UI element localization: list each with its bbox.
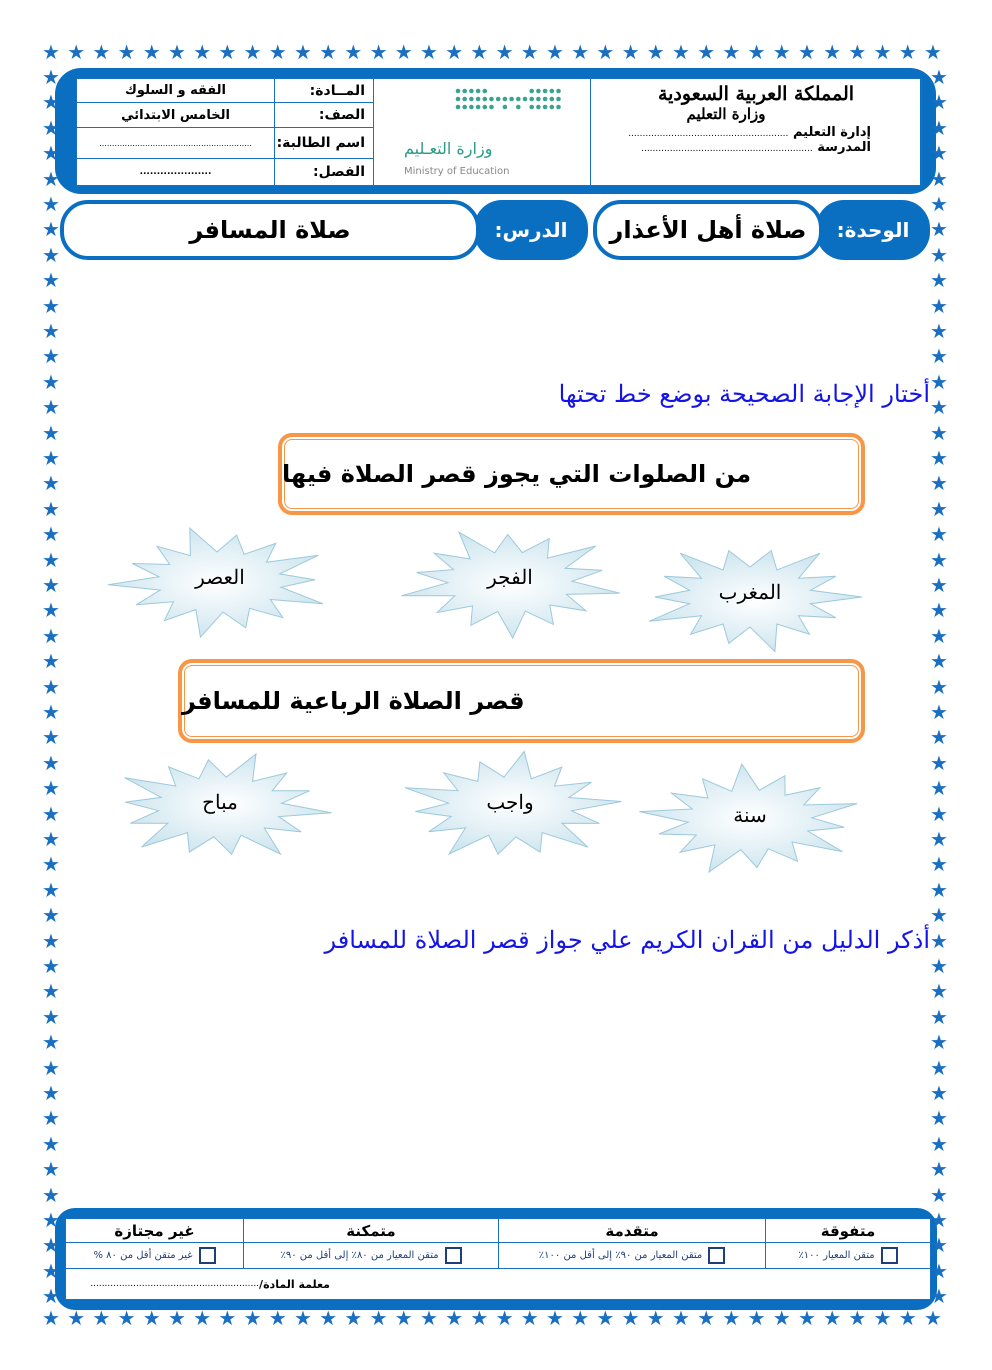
star-icon: ★ [930,776,948,801]
kingdom-calligraphy: المملكة العربية السعودية [657,83,855,105]
star-icon: ★ [571,40,590,64]
star-icon: ★ [294,1306,312,1330]
logo-english-text: Ministry of Education [404,166,510,177]
star-icon: ★ [697,1306,716,1330]
rubric-level-title: متمكنة [243,1218,499,1243]
rubric-desc: متقن المعيار من ٩٠٪ إلى أقل من ١٠٠٪ [538,1250,703,1261]
rubric-level-title: متقدمة [498,1218,766,1243]
rubric-desc: متقن المعيار من ٨٠٪ إلى أقل من ٩٠٪ [280,1250,439,1261]
star-icon: ★ [930,293,948,318]
star-icon: ★ [117,40,136,64]
star-icon: ★ [930,268,948,293]
star-icon: ★ [930,852,948,877]
logo-arabic-text: وزارة التعـليم [404,139,493,158]
header-table [75,77,921,186]
instruction-evidence: أذكر الدليل من القران الكريم علي جواز قصر الصلاة للمسافر [324,926,930,954]
star-icon: ★ [42,446,60,470]
star-icon: ★ [42,700,60,724]
star-icon: ★ [42,598,60,623]
star-icon: ★ [42,1208,60,1232]
subject-value: الفقه و السلوك [76,78,275,103]
rubric-desc: متقن المعيار ١٠٠٪ [798,1250,875,1261]
instruction-choose: أختار الإجابة الصحيحة بوضع خط تحتها [558,380,930,408]
star-icon: ★ [193,40,212,64]
star-icon: ★ [42,115,60,140]
star-icon: ★ [319,1306,338,1330]
star-icon: ★ [747,1306,766,1330]
star-icon: ★ [42,319,60,343]
star-icon: ★ [218,1306,237,1330]
star-icon: ★ [930,928,948,953]
education-admin-field[interactable]: ........................................................ [628,129,789,139]
star-icon: ★ [420,40,438,64]
rubric-level-title: متفوقة [765,1218,931,1243]
star-icon: ★ [930,1208,948,1232]
star-icon: ★ [930,446,948,470]
star-icon: ★ [470,40,489,64]
star-icon: ★ [930,979,948,1004]
star-icon: ★ [92,40,111,64]
star-icon: ★ [930,1030,948,1055]
star-icon: ★ [42,496,60,521]
star-icon: ★ [42,623,60,648]
question-1: من الصلوات التي يجوز قصر الصلاة فيها [278,433,865,515]
checkbox[interactable] [445,1247,462,1264]
star-icon: ★ [930,827,948,851]
star-icon: ★ [520,40,539,64]
star-icon: ★ [42,90,60,115]
star-icon: ★ [798,40,816,64]
star-icon: ★ [42,979,60,1004]
student-name-label: اسم الطالبة: [274,127,374,159]
star-icon: ★ [495,1306,514,1330]
star-icon: ★ [394,1306,413,1330]
star-icon: ★ [42,852,60,877]
star-icon: ★ [924,1306,942,1330]
star-icon: ★ [930,725,948,750]
star-icon: ★ [344,1306,363,1330]
star-icon: ★ [930,217,948,242]
star-icon: ★ [672,40,690,64]
star-icon: ★ [924,40,942,64]
star-icon: ★ [243,1306,262,1330]
option-label: المغرب [718,580,782,604]
star-icon: ★ [930,750,948,775]
star-icon: ★ [42,293,60,318]
option-2-2[interactable] [395,750,625,865]
star-icon: ★ [930,395,948,420]
star-icon: ★ [42,1131,60,1156]
rubric-option[interactable] [65,1242,244,1269]
star-icon: ★ [571,1306,590,1330]
star-icon: ★ [42,877,60,902]
star-icon: ★ [848,1306,867,1330]
option-label: مباح [202,790,238,814]
star-icon: ★ [930,166,948,191]
star-icon: ★ [930,522,948,547]
education-admin-label: إدارة التعليم [792,125,871,140]
ministry-block [590,78,922,186]
question-2: قصر الصلاة الرباعية للمسافر [178,659,865,743]
star-icon: ★ [930,1055,948,1080]
star-icon: ★ [42,1030,60,1055]
star-icon: ★ [168,1306,186,1330]
star-icon: ★ [930,877,948,902]
star-icon: ★ [930,90,948,115]
star-icon: ★ [42,522,60,547]
star-icon: ★ [42,573,60,597]
star-icon: ★ [520,1306,539,1330]
star-icon: ★ [42,471,60,496]
star-icon: ★ [930,1284,948,1309]
star-icon: ★ [930,573,948,597]
star-icon: ★ [168,40,186,64]
star-icon: ★ [470,1306,489,1330]
star-icon: ★ [42,1233,60,1258]
rubric-option[interactable] [498,1242,766,1269]
checkbox[interactable] [881,1247,898,1264]
star-icon: ★ [42,954,60,978]
star-icon: ★ [646,40,665,64]
star-icon: ★ [930,319,948,343]
star-icon: ★ [369,40,388,64]
star-icon: ★ [930,674,948,699]
rubric-option[interactable] [765,1242,931,1269]
star-icon: ★ [930,649,948,674]
star-icon: ★ [445,1306,464,1330]
rubric-desc: غير متقن أقل من ٨٠ % [93,1250,193,1261]
star-icon: ★ [848,40,867,64]
star-icon: ★ [646,1306,665,1330]
star-icon: ★ [930,623,948,648]
star-icon: ★ [42,674,60,699]
star-icon: ★ [42,166,60,191]
star-icon: ★ [772,1306,791,1330]
star-icon: ★ [930,1157,948,1182]
ministry-calligraphy: وزارة التعليم [686,105,766,123]
star-icon: ★ [42,1157,60,1182]
star-icon: ★ [930,192,948,216]
star-icon: ★ [42,268,60,293]
lesson-title: صلاة المسافر [60,200,480,260]
star-icon: ★ [930,954,948,978]
star-icon: ★ [930,700,948,724]
star-icon: ★ [42,40,60,64]
star-icon: ★ [42,242,60,267]
star-icon: ★ [930,1233,948,1258]
star-icon: ★ [42,928,60,953]
option-label: الفجر [487,565,533,589]
star-icon: ★ [42,1106,60,1131]
star-icon: ★ [930,369,948,394]
star-icon: ★ [42,1055,60,1080]
school-label: المدرسة [817,140,871,155]
star-icon: ★ [930,471,948,496]
teacher-label: معلمة المادة/ [259,1277,330,1291]
option-2-3[interactable] [105,750,335,865]
star-icon: ★ [930,547,948,572]
star-icon: ★ [495,40,514,64]
star-icon: ★ [42,776,60,801]
unit-title: صلاة أهل الأعذار [593,200,823,260]
star-icon: ★ [930,115,948,140]
lesson-label: الدرس: [474,200,588,260]
star-icon: ★ [319,40,338,64]
star-icon: ★ [697,40,716,64]
option-label: العصر [195,565,245,589]
star-icon: ★ [930,1106,948,1131]
star-icon: ★ [42,65,60,89]
star-icon: ★ [218,40,237,64]
star-icon: ★ [672,1306,690,1330]
star-icon: ★ [596,40,615,64]
star-icon: ★ [67,40,86,64]
star-icon: ★ [930,344,948,369]
logo-dots-icon [454,85,564,127]
star-icon: ★ [67,1306,86,1330]
star-icon: ★ [42,801,60,826]
star-icon: ★ [546,40,564,64]
star-icon: ★ [798,1306,816,1330]
rubric-option[interactable] [243,1242,499,1269]
option-1-3[interactable] [105,525,335,640]
star-icon: ★ [294,40,312,64]
star-icon: ★ [420,1306,438,1330]
star-icon: ★ [42,420,60,445]
star-icon: ★ [930,242,948,267]
unit-label: الوحدة: [816,200,930,260]
grade-label: الصف: [274,102,374,128]
student-name-field[interactable]: ............................................................ [76,127,275,159]
star-icon: ★ [268,1306,287,1330]
star-icon: ★ [930,1258,948,1283]
star-icon: ★ [394,40,413,64]
star-icon: ★ [42,903,60,928]
checkbox[interactable] [708,1247,725,1264]
rubric-level-title: غير مجتازة [65,1218,244,1243]
school-field[interactable]: ............................................................ [641,144,813,154]
star-icon: ★ [42,1284,60,1309]
star-icon: ★ [42,1081,60,1105]
star-icon: ★ [42,217,60,242]
option-label: سنة [733,803,767,827]
star-icon: ★ [873,40,892,64]
star-icon: ★ [42,1182,60,1207]
class-field[interactable]: ..................... [76,158,275,186]
star-icon: ★ [930,420,948,445]
teacher-field[interactable]: ........................................................... [90,1279,260,1289]
star-icon: ★ [268,40,287,64]
option-label: واجب [486,790,534,814]
star-icon: ★ [42,725,60,750]
star-icon: ★ [930,1081,948,1105]
star-icon: ★ [596,1306,615,1330]
star-icon: ★ [747,40,766,64]
star-icon: ★ [823,1306,842,1330]
star-icon: ★ [42,395,60,420]
star-icon: ★ [42,369,60,394]
star-icon: ★ [42,1258,60,1283]
star-icon: ★ [344,40,363,64]
star-icon: ★ [930,801,948,826]
star-icon: ★ [772,40,791,64]
star-icon: ★ [546,1306,564,1330]
star-icon: ★ [930,903,948,928]
star-icon: ★ [621,40,640,64]
grade-value: الخامس الابتدائي [76,102,275,128]
subject-label: المــادة: [274,78,374,103]
star-icon: ★ [42,750,60,775]
option-1-1[interactable] [635,540,865,655]
star-icon: ★ [898,1306,917,1330]
rubric-table [65,1218,931,1300]
star-icon: ★ [369,1306,388,1330]
class-label: الفصل: [274,158,374,186]
star-icon: ★ [722,40,741,64]
star-icon: ★ [42,547,60,572]
star-icon: ★ [898,40,917,64]
star-icon: ★ [42,1306,60,1330]
star-icon: ★ [445,40,464,64]
checkbox[interactable] [199,1247,216,1264]
star-icon: ★ [621,1306,640,1330]
star-icon: ★ [42,141,60,166]
star-icon: ★ [930,141,948,166]
star-icon: ★ [930,1182,948,1207]
ministry-logo [373,78,591,186]
star-icon: ★ [930,598,948,623]
star-icon: ★ [193,1306,212,1330]
star-icon: ★ [42,192,60,216]
star-icon: ★ [142,40,161,64]
star-icon: ★ [42,344,60,369]
option-1-2[interactable] [395,525,625,640]
star-icon: ★ [823,40,842,64]
star-icon: ★ [243,40,262,64]
star-icon: ★ [930,1004,948,1029]
star-icon: ★ [142,1306,161,1330]
star-icon: ★ [42,649,60,674]
star-icon: ★ [722,1306,741,1330]
star-icon: ★ [117,1306,136,1330]
star-icon: ★ [42,827,60,851]
star-icon: ★ [930,496,948,521]
star-icon: ★ [930,1131,948,1156]
star-icon: ★ [42,1004,60,1029]
star-icon: ★ [92,1306,111,1330]
option-2-1[interactable] [635,763,865,878]
star-icon: ★ [930,65,948,89]
star-icon: ★ [873,1306,892,1330]
